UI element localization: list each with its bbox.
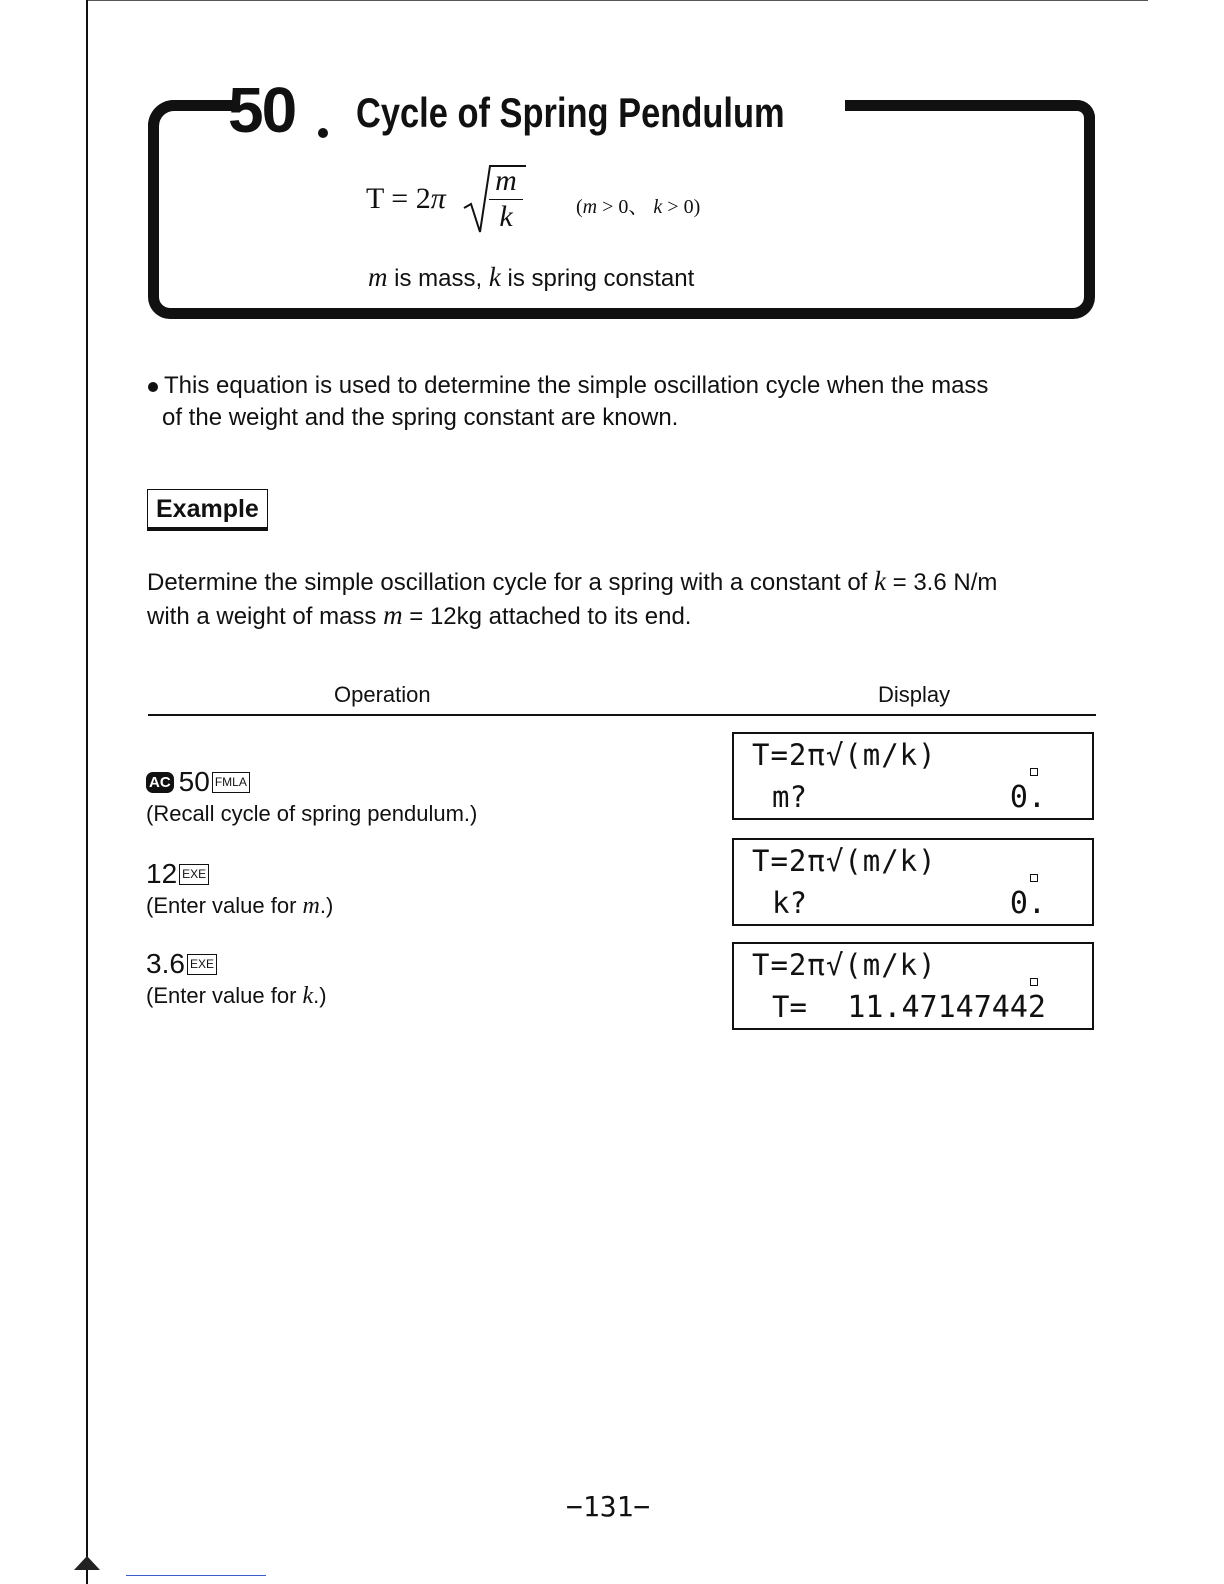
lcd-display-3 xyxy=(732,942,1094,1030)
problem-part3: with a weight of mass xyxy=(147,603,384,630)
formula-pi: π xyxy=(430,182,446,215)
operation-step-1 xyxy=(146,766,477,828)
title-box-corner-left xyxy=(148,100,240,136)
problem-var-k: k xyxy=(874,566,886,596)
lcd-2-prompt: k? xyxy=(772,886,807,920)
step-1-note-text: (Recall cycle of spring pendulum.) xyxy=(146,801,478,826)
footer-rule xyxy=(126,1575,266,1576)
fmla-key-icon: FMLA xyxy=(212,772,250,793)
step-2-keys xyxy=(146,858,333,890)
condition-m: m xyxy=(582,196,598,218)
lcd-display-2 xyxy=(732,838,1094,926)
desc-part1: is mass, xyxy=(387,265,489,292)
var-m: m xyxy=(368,262,388,292)
desc-part2: is spring constant xyxy=(500,265,695,292)
lcd-3-prompt: T= xyxy=(772,990,807,1024)
display-header: Display xyxy=(878,682,951,707)
step-1-note xyxy=(146,800,477,828)
exe-key-icon: EXE xyxy=(187,954,217,975)
step-1-digits: 50 xyxy=(178,766,210,797)
lcd-3-formula: T=2π√(m/k) xyxy=(752,948,937,982)
example-label: Example xyxy=(147,489,268,531)
binding-marker-icon xyxy=(74,1556,100,1570)
lcd-indicator-icon xyxy=(1030,978,1038,986)
step-2-note-text: (Enter value for xyxy=(146,893,303,918)
problem-var-m: m xyxy=(383,600,403,630)
lcd-display-1 xyxy=(732,732,1094,820)
step-2-note xyxy=(146,892,333,920)
bullet-icon xyxy=(148,382,158,392)
condition-k: k xyxy=(653,196,663,218)
operation-step-2 xyxy=(146,858,333,920)
problem-part4: = 12kg attached to its end. xyxy=(402,603,692,630)
lcd-indicator-icon xyxy=(1030,874,1038,882)
condition-k-rel: > 0) xyxy=(662,196,701,218)
formula-lhs xyxy=(366,182,446,216)
lcd-3-value: 11.47147442 xyxy=(847,990,1046,1025)
step-3-note-var: k xyxy=(302,983,314,1009)
exe-key-icon: EXE xyxy=(179,864,209,885)
intro-line-2: of the weight and the spring constant are known. xyxy=(162,404,679,431)
step-3-note xyxy=(146,982,327,1010)
section-number-dot xyxy=(318,128,328,138)
intro-line-1 xyxy=(146,370,1106,402)
problem-line-1 xyxy=(147,565,1107,599)
binding-line xyxy=(86,0,88,1584)
step-3-keys xyxy=(146,948,327,980)
table-header-rule xyxy=(148,714,1096,716)
step-1-keys xyxy=(146,766,477,798)
intro-line1-text: This equation is used to determine the simple oscillation cycle when the mass xyxy=(164,372,989,399)
lcd-1-value: 0. xyxy=(1009,780,1046,815)
lcd-2-formula: T=2π√(m/k) xyxy=(752,844,937,878)
problem-part2: = 3.6 N/m xyxy=(885,569,998,596)
lcd-indicator-icon xyxy=(1030,768,1038,776)
problem-line-2 xyxy=(147,599,1107,633)
step-3-digits: 3.6 xyxy=(146,948,185,979)
problem-statement xyxy=(147,565,1107,633)
lcd-2-value: 0. xyxy=(1009,886,1046,921)
section-number: 50 xyxy=(228,74,296,146)
page-number: −131− xyxy=(566,1490,651,1523)
formula-lhs-text: T = 2 xyxy=(366,182,431,215)
step-2-digits: 12 xyxy=(146,858,178,889)
step-2-note-var: m xyxy=(302,893,320,919)
step-3-note-end: .) xyxy=(313,983,327,1008)
operation-header: Operation xyxy=(334,682,431,707)
section-title: Cycle of Spring Pendulum xyxy=(356,89,785,136)
operation-step-3 xyxy=(146,948,327,1010)
formula-numerator: m xyxy=(495,164,517,197)
intro-paragraph xyxy=(146,370,1106,434)
top-rule xyxy=(88,0,1148,1)
variable-description xyxy=(368,262,694,293)
condition-m-rel: > 0、 xyxy=(597,196,654,218)
formula-denominator: k xyxy=(499,200,513,233)
step-3-note-text: (Enter value for xyxy=(146,983,303,1008)
lcd-1-formula: T=2π√(m/k) xyxy=(752,738,937,772)
formula-condition xyxy=(576,190,700,219)
step-2-note-end: .) xyxy=(319,893,334,918)
var-k: k xyxy=(488,262,501,292)
ac-key-icon: AC xyxy=(146,772,174,793)
condition-open: ( xyxy=(576,196,583,218)
lcd-1-prompt: m? xyxy=(772,780,807,814)
title-box-corner-right xyxy=(845,100,1095,140)
problem-part1: Determine the simple oscillation cycle for a spring with a constant of xyxy=(147,569,874,596)
